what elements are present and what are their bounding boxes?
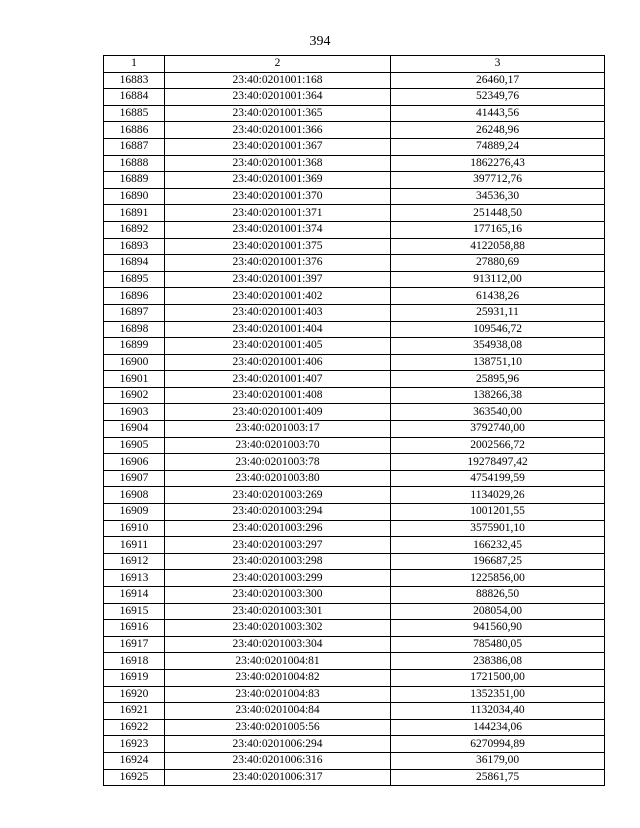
row-number-cell: 16883 bbox=[104, 72, 165, 89]
cadastral-number-cell: 23:40:0201003:294 bbox=[165, 504, 391, 521]
row-number-cell: 16920 bbox=[104, 686, 165, 703]
row-number-cell: 16909 bbox=[104, 504, 165, 521]
table-row bbox=[104, 72, 605, 89]
value-cell: 41443,56 bbox=[391, 105, 605, 122]
table-row bbox=[104, 769, 605, 786]
row-number-cell: 16910 bbox=[104, 520, 165, 537]
cadastral-number-cell: 23:40:0201003:70 bbox=[165, 437, 391, 454]
table-row bbox=[104, 686, 605, 703]
row-number-cell: 16911 bbox=[104, 537, 165, 554]
value-cell: 88826,50 bbox=[391, 587, 605, 604]
row-number-cell: 16899 bbox=[104, 338, 165, 355]
value-cell: 1352351,00 bbox=[391, 686, 605, 703]
row-number-cell: 16905 bbox=[104, 437, 165, 454]
table-row bbox=[104, 587, 605, 604]
table-body bbox=[104, 72, 605, 786]
cadastral-number-cell: 23:40:0201001:409 bbox=[165, 404, 391, 421]
table-row bbox=[104, 703, 605, 720]
data-table bbox=[103, 55, 605, 786]
cadastral-number-cell: 23:40:0201001:368 bbox=[165, 155, 391, 172]
cadastral-number-cell: 23:40:0201001:370 bbox=[165, 188, 391, 205]
cadastral-number-cell: 23:40:0201001:405 bbox=[165, 338, 391, 355]
row-number-cell: 16923 bbox=[104, 736, 165, 753]
row-number-cell: 16921 bbox=[104, 703, 165, 720]
row-number-cell: 16892 bbox=[104, 221, 165, 238]
value-cell: 177165,16 bbox=[391, 221, 605, 238]
header-row bbox=[104, 56, 605, 73]
value-cell: 25931,11 bbox=[391, 304, 605, 321]
row-number-cell: 16901 bbox=[104, 371, 165, 388]
cadastral-number-cell: 23:40:0201003:80 bbox=[165, 470, 391, 487]
table-row bbox=[104, 89, 605, 106]
table-row bbox=[104, 736, 605, 753]
cadastral-number-cell: 23:40:0201003:298 bbox=[165, 553, 391, 570]
cadastral-number-cell: 23:40:0201001:402 bbox=[165, 288, 391, 305]
cadastral-number-cell: 23:40:0201006:316 bbox=[165, 752, 391, 769]
table-row bbox=[104, 719, 605, 736]
table-row bbox=[104, 404, 605, 421]
table-row bbox=[104, 669, 605, 686]
table-header bbox=[104, 56, 605, 73]
value-cell: 1225856,00 bbox=[391, 570, 605, 587]
value-cell: 1001201,55 bbox=[391, 504, 605, 521]
table-row bbox=[104, 437, 605, 454]
cadastral-number-cell: 23:40:0201003:304 bbox=[165, 636, 391, 653]
cadastral-number-cell: 23:40:0201004:81 bbox=[165, 653, 391, 670]
column-header-2: 2 bbox=[165, 56, 391, 73]
cadastral-number-cell: 23:40:0201001:371 bbox=[165, 205, 391, 222]
value-cell: 109546,72 bbox=[391, 321, 605, 338]
row-number-cell: 16917 bbox=[104, 636, 165, 653]
table-row bbox=[104, 288, 605, 305]
column-header-3: 3 bbox=[391, 56, 605, 73]
table-row bbox=[104, 553, 605, 570]
cadastral-number-cell: 23:40:0201001:366 bbox=[165, 122, 391, 139]
table-row bbox=[104, 537, 605, 554]
cadastral-number-cell: 23:40:0201003:300 bbox=[165, 587, 391, 604]
value-cell: 1721500,00 bbox=[391, 669, 605, 686]
cadastral-number-cell: 23:40:0201005:56 bbox=[165, 719, 391, 736]
cadastral-number-cell: 23:40:0201001:397 bbox=[165, 271, 391, 288]
value-cell: 785480,05 bbox=[391, 636, 605, 653]
cadastral-number-cell: 23:40:0201003:301 bbox=[165, 603, 391, 620]
value-cell: 238386,08 bbox=[391, 653, 605, 670]
row-number-cell: 16908 bbox=[104, 487, 165, 504]
row-number-cell: 16916 bbox=[104, 620, 165, 637]
row-number-cell: 16914 bbox=[104, 587, 165, 604]
row-number-cell: 16915 bbox=[104, 603, 165, 620]
table-row bbox=[104, 371, 605, 388]
table-row bbox=[104, 105, 605, 122]
row-number-cell: 16896 bbox=[104, 288, 165, 305]
value-cell: 1132034,40 bbox=[391, 703, 605, 720]
row-number-cell: 16888 bbox=[104, 155, 165, 172]
table-row bbox=[104, 304, 605, 321]
cadastral-number-cell: 23:40:0201001:404 bbox=[165, 321, 391, 338]
value-cell: 138266,38 bbox=[391, 387, 605, 404]
row-number-cell: 16918 bbox=[104, 653, 165, 670]
value-cell: 208054,00 bbox=[391, 603, 605, 620]
cadastral-number-cell: 23:40:0201001:403 bbox=[165, 304, 391, 321]
table-row bbox=[104, 570, 605, 587]
table-row bbox=[104, 321, 605, 338]
value-cell: 354938,08 bbox=[391, 338, 605, 355]
row-number-cell: 16924 bbox=[104, 752, 165, 769]
cadastral-number-cell: 23:40:0201001:365 bbox=[165, 105, 391, 122]
value-cell: 913112,00 bbox=[391, 271, 605, 288]
value-cell: 4754199,59 bbox=[391, 470, 605, 487]
row-number-cell: 16903 bbox=[104, 404, 165, 421]
cadastral-number-cell: 23:40:0201003:17 bbox=[165, 421, 391, 438]
row-number-cell: 16889 bbox=[104, 172, 165, 189]
table-row bbox=[104, 387, 605, 404]
row-number-cell: 16885 bbox=[104, 105, 165, 122]
value-cell: 19278497,42 bbox=[391, 454, 605, 471]
value-cell: 25861,75 bbox=[391, 769, 605, 786]
cadastral-number-cell: 23:40:0201004:84 bbox=[165, 703, 391, 720]
value-cell: 196687,25 bbox=[391, 553, 605, 570]
table-row bbox=[104, 354, 605, 371]
row-number-cell: 16900 bbox=[104, 354, 165, 371]
cadastral-number-cell: 23:40:0201003:78 bbox=[165, 454, 391, 471]
row-number-cell: 16922 bbox=[104, 719, 165, 736]
value-cell: 4122058,88 bbox=[391, 238, 605, 255]
value-cell: 144234,06 bbox=[391, 719, 605, 736]
cadastral-number-cell: 23:40:0201001:369 bbox=[165, 172, 391, 189]
table-row bbox=[104, 603, 605, 620]
page-number: 394 bbox=[309, 34, 331, 49]
cadastral-number-cell: 23:40:0201003:302 bbox=[165, 620, 391, 637]
table-row bbox=[104, 454, 605, 471]
row-number-cell: 16894 bbox=[104, 255, 165, 272]
row-number-cell: 16904 bbox=[104, 421, 165, 438]
table-row bbox=[104, 205, 605, 222]
cadastral-number-cell: 23:40:0201003:297 bbox=[165, 537, 391, 554]
value-cell: 251448,50 bbox=[391, 205, 605, 222]
row-number-cell: 16912 bbox=[104, 553, 165, 570]
value-cell: 36179,00 bbox=[391, 752, 605, 769]
table-row bbox=[104, 653, 605, 670]
value-cell: 52349,76 bbox=[391, 89, 605, 106]
cadastral-number-cell: 23:40:0201001:406 bbox=[165, 354, 391, 371]
value-cell: 3575901,10 bbox=[391, 520, 605, 537]
value-cell: 363540,00 bbox=[391, 404, 605, 421]
value-cell: 26460,17 bbox=[391, 72, 605, 89]
value-cell: 1862276,43 bbox=[391, 155, 605, 172]
row-number-cell: 16891 bbox=[104, 205, 165, 222]
row-number-cell: 16907 bbox=[104, 470, 165, 487]
table-row bbox=[104, 620, 605, 637]
table-row bbox=[104, 338, 605, 355]
table-row bbox=[104, 221, 605, 238]
row-number-cell: 16906 bbox=[104, 454, 165, 471]
row-number-cell: 16887 bbox=[104, 138, 165, 155]
value-cell: 25895,96 bbox=[391, 371, 605, 388]
value-cell: 138751,10 bbox=[391, 354, 605, 371]
table-row bbox=[104, 752, 605, 769]
cadastral-number-cell: 23:40:0201001:374 bbox=[165, 221, 391, 238]
value-cell: 397712,76 bbox=[391, 172, 605, 189]
value-cell: 61438,26 bbox=[391, 288, 605, 305]
row-number-cell: 16895 bbox=[104, 271, 165, 288]
cadastral-number-cell: 23:40:0201001:367 bbox=[165, 138, 391, 155]
table-row bbox=[104, 504, 605, 521]
table-row bbox=[104, 487, 605, 504]
value-cell: 27880,69 bbox=[391, 255, 605, 272]
table-row bbox=[104, 421, 605, 438]
cadastral-number-cell: 23:40:0201001:376 bbox=[165, 255, 391, 272]
row-number-cell: 16919 bbox=[104, 669, 165, 686]
table-row bbox=[104, 172, 605, 189]
value-cell: 1134029,26 bbox=[391, 487, 605, 504]
value-cell: 166232,45 bbox=[391, 537, 605, 554]
row-number-cell: 16897 bbox=[104, 304, 165, 321]
row-number-cell: 16925 bbox=[104, 769, 165, 786]
row-number-cell: 16886 bbox=[104, 122, 165, 139]
row-number-cell: 16884 bbox=[104, 89, 165, 106]
table-row bbox=[104, 470, 605, 487]
row-number-cell: 16890 bbox=[104, 188, 165, 205]
cadastral-number-cell: 23:40:0201001:364 bbox=[165, 89, 391, 106]
table-row bbox=[104, 520, 605, 537]
table-row bbox=[104, 238, 605, 255]
value-cell: 74889,24 bbox=[391, 138, 605, 155]
cadastral-number-cell: 23:40:0201006:317 bbox=[165, 769, 391, 786]
cadastral-number-cell: 23:40:0201003:269 bbox=[165, 487, 391, 504]
cadastral-number-cell: 23:40:0201003:296 bbox=[165, 520, 391, 537]
cadastral-number-cell: 23:40:0201003:299 bbox=[165, 570, 391, 587]
table-row bbox=[104, 155, 605, 172]
value-cell: 3792740,00 bbox=[391, 421, 605, 438]
column-header-1: 1 bbox=[104, 56, 165, 73]
table-row bbox=[104, 188, 605, 205]
row-number-cell: 16893 bbox=[104, 238, 165, 255]
table-row bbox=[104, 255, 605, 272]
value-cell: 2002566,72 bbox=[391, 437, 605, 454]
value-cell: 34536,30 bbox=[391, 188, 605, 205]
value-cell: 6270994,89 bbox=[391, 736, 605, 753]
row-number-cell: 16913 bbox=[104, 570, 165, 587]
table-row bbox=[104, 636, 605, 653]
table-row bbox=[104, 138, 605, 155]
table-row bbox=[104, 271, 605, 288]
cadastral-number-cell: 23:40:0201001:408 bbox=[165, 387, 391, 404]
cadastral-number-cell: 23:40:0201004:83 bbox=[165, 686, 391, 703]
cadastral-number-cell: 23:40:0201001:168 bbox=[165, 72, 391, 89]
table-row bbox=[104, 122, 605, 139]
value-cell: 941560,90 bbox=[391, 620, 605, 637]
cadastral-number-cell: 23:40:0201006:294 bbox=[165, 736, 391, 753]
cadastral-number-cell: 23:40:0201001:375 bbox=[165, 238, 391, 255]
row-number-cell: 16898 bbox=[104, 321, 165, 338]
value-cell: 26248,96 bbox=[391, 122, 605, 139]
cadastral-number-cell: 23:40:0201004:82 bbox=[165, 669, 391, 686]
row-number-cell: 16902 bbox=[104, 387, 165, 404]
cadastral-number-cell: 23:40:0201001:407 bbox=[165, 371, 391, 388]
